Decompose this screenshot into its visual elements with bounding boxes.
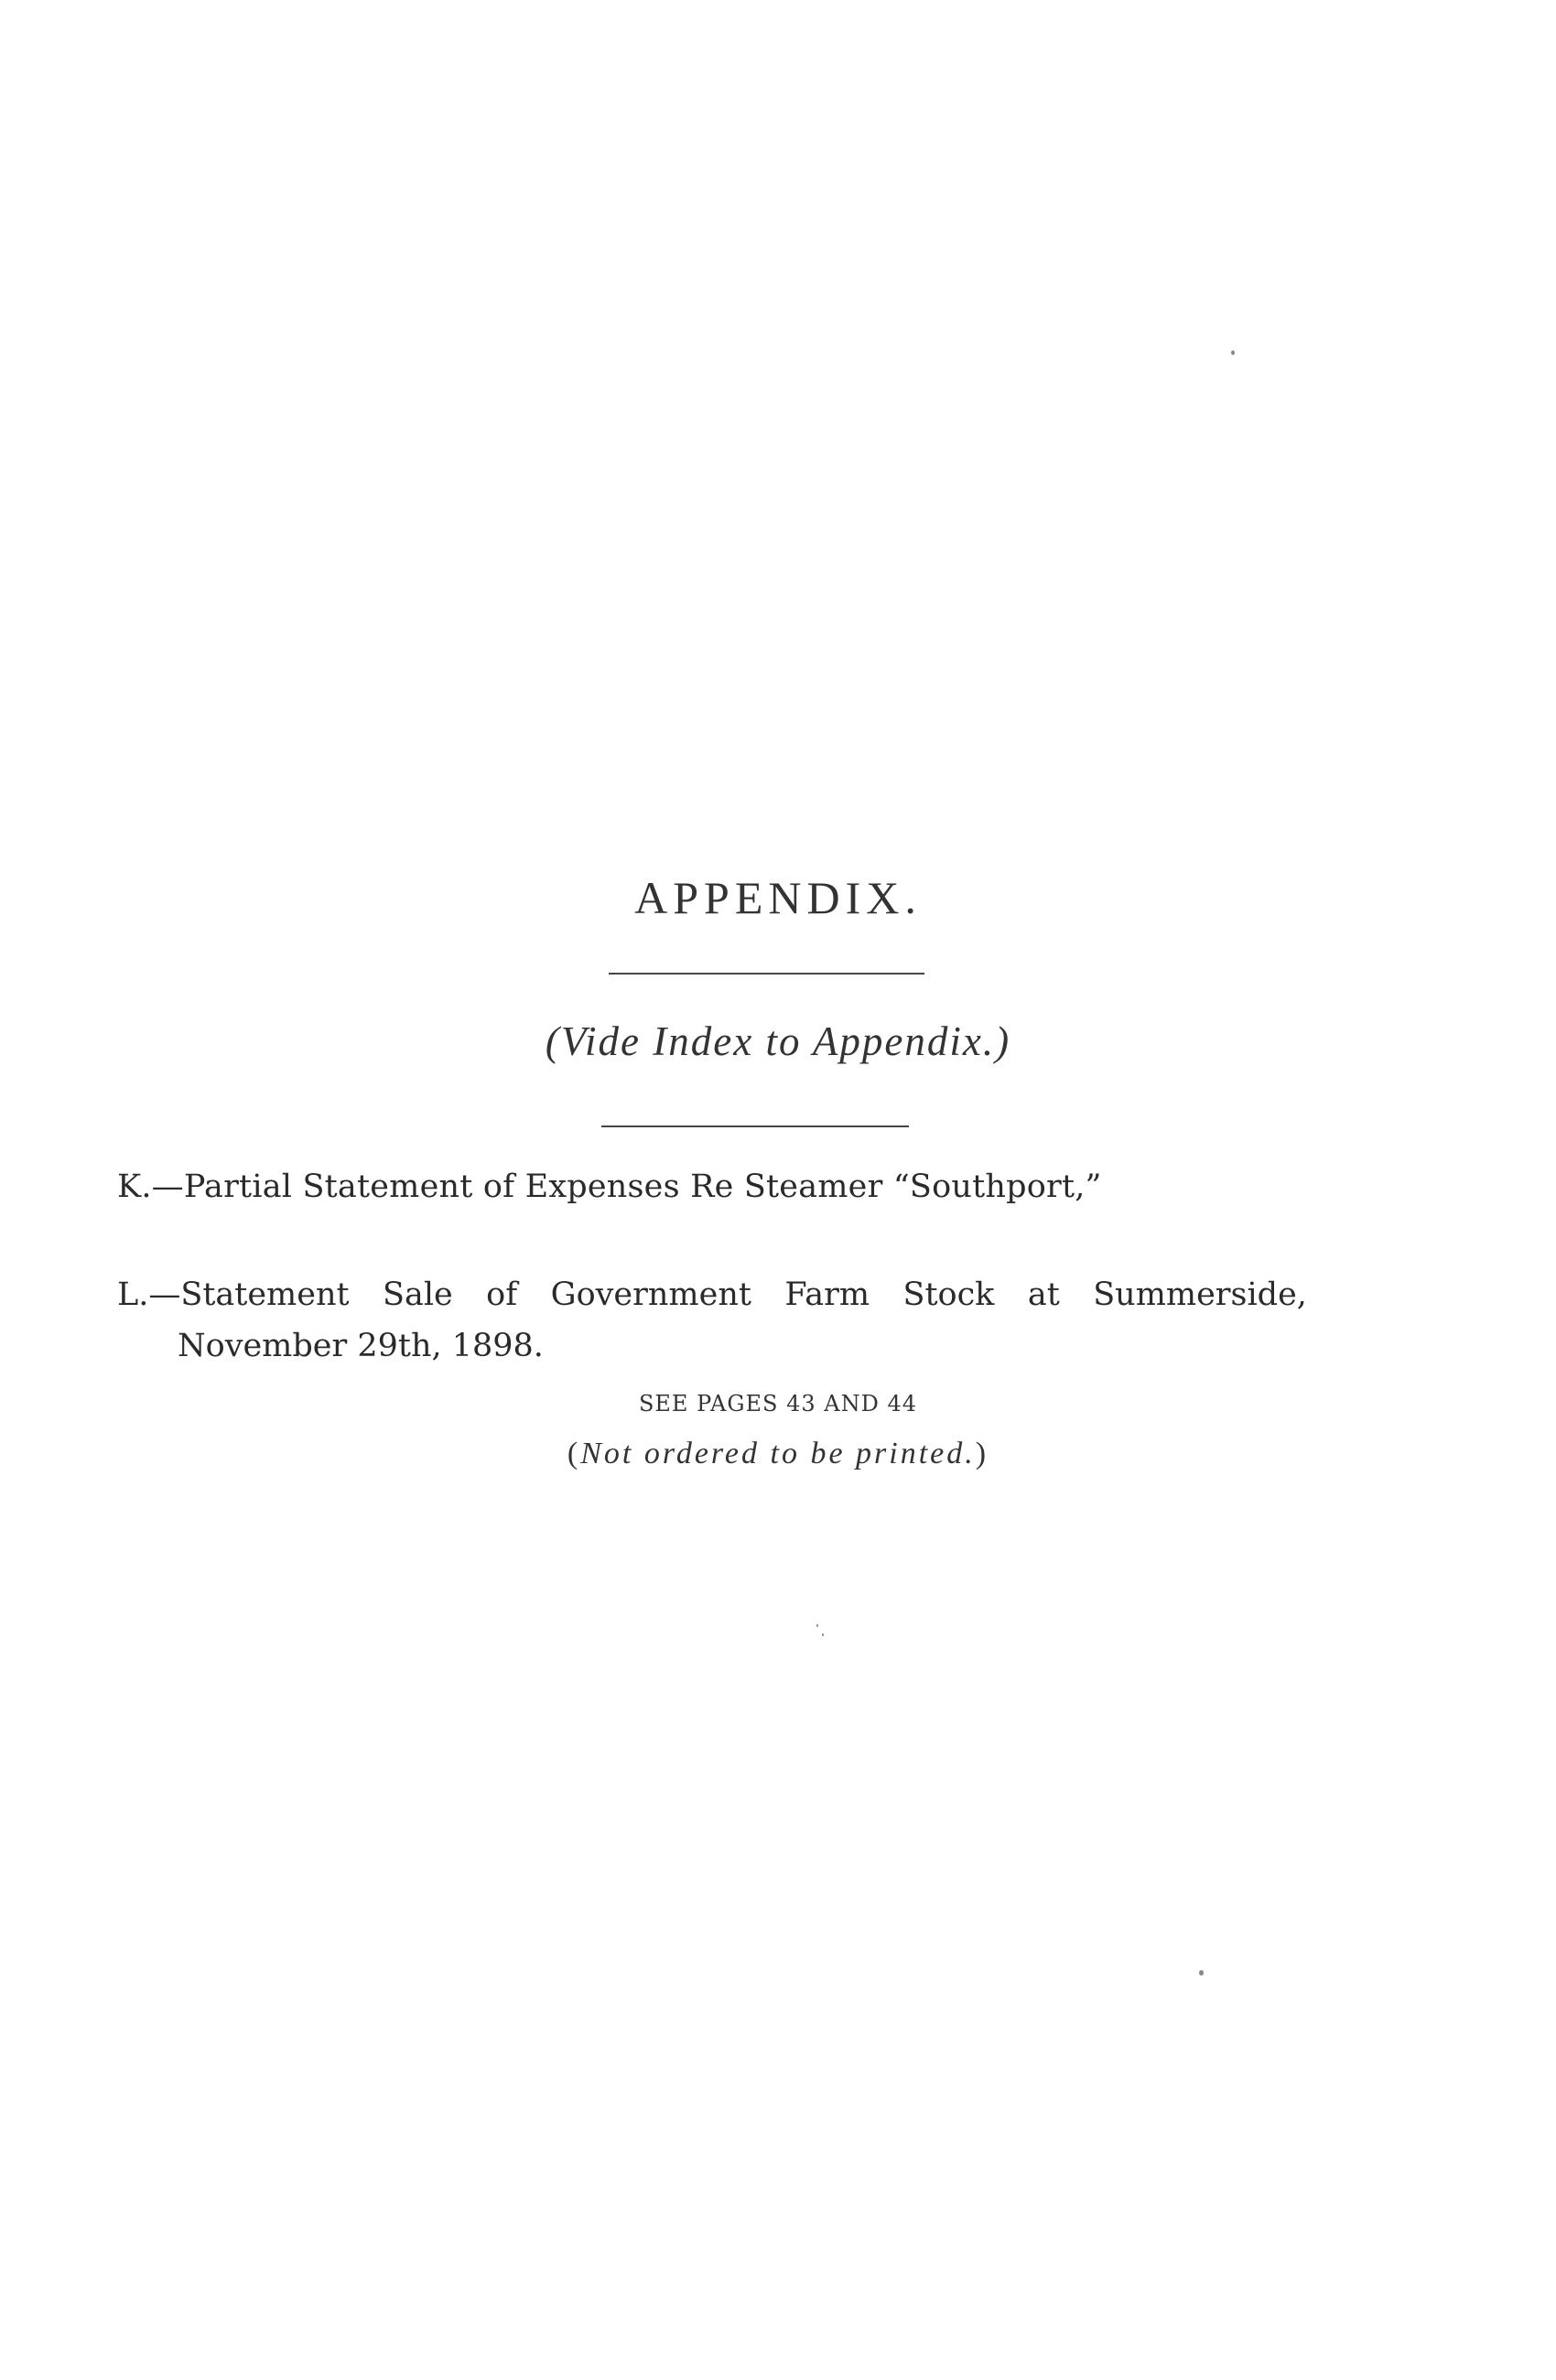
scan-speck [1199, 1970, 1204, 1976]
not-printed-open-paren: ( [567, 1437, 581, 1470]
scan-speck [822, 1633, 824, 1636]
entry-l-word: Government [550, 1276, 751, 1313]
entry-l-word: Stock [902, 1276, 995, 1313]
not-printed-close-paren: ) [975, 1437, 989, 1470]
not-printed-text: Not ordered to be printed. [580, 1437, 976, 1470]
entry-l-word: Summerside, [1093, 1276, 1307, 1313]
see-pages-note: SEE PAGES 43 AND 44 [638, 1391, 918, 1416]
entry-l-word: of [486, 1276, 518, 1313]
scan-speck [1231, 350, 1235, 355]
appendix-title: APPENDIX. [634, 872, 922, 923]
entry-k: K.—Partial Statement of Expenses Re Steamer “Southport,” [117, 1168, 1102, 1205]
entry-l-word: L.—Statement [117, 1276, 350, 1313]
entry-l-line-1 [117, 1276, 1307, 1313]
scan-speck [816, 1624, 818, 1627]
title-divider-top [609, 973, 924, 975]
title-divider-bottom [601, 1125, 909, 1127]
entry-l-word: at [1027, 1276, 1060, 1313]
entry-l-word: Farm [784, 1276, 870, 1313]
not-printed-note [0, 1437, 1556, 1471]
appendix-subtitle: (Vide Index to Appendix.) [545, 1018, 1011, 1064]
entry-l-line-2: November 29th, 1898. [178, 1328, 544, 1364]
entry-l-word: Sale [382, 1276, 453, 1313]
